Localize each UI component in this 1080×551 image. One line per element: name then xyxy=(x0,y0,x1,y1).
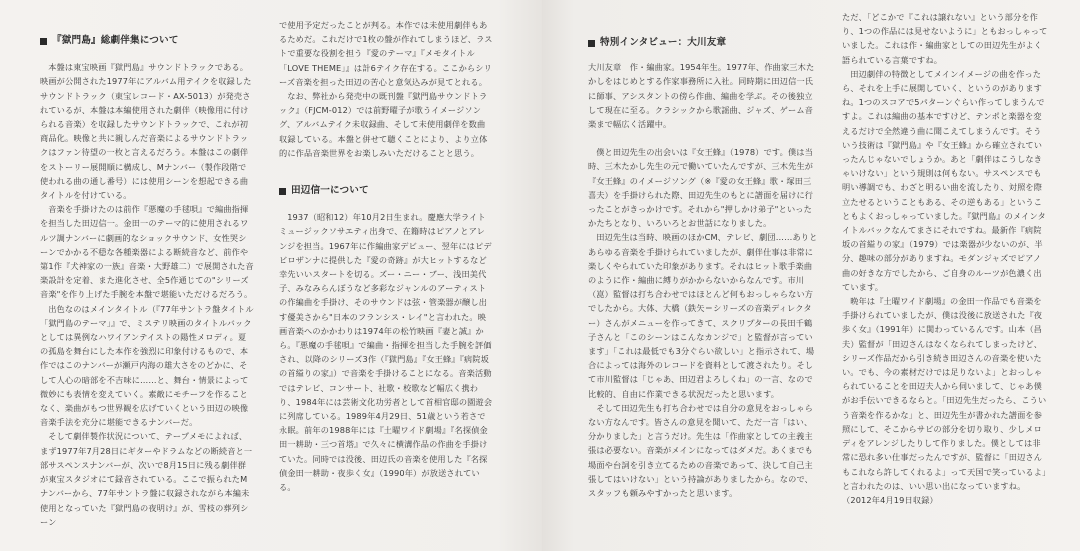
section-heading-text: 特別インタビュー：大川友章 xyxy=(600,37,727,48)
column-left-2 xyxy=(279,18,493,494)
paragraph: そして劇伴製作状況について、テープメモによれば、まず1977年7月28日にギターやドラムなどの断続音と一部サスペンスナンバーが、次いで8月15日に残る劇伴群が東宝スタジオにて録音されている。ここで振られたMナンバーから、77年サントラ盤に収録されながら本編未使用となっていた『獄門島の夜明け』が、雪枝の葬列シーン xyxy=(40,431,253,527)
square-bullet-icon xyxy=(588,40,595,47)
section-heading-text: 『獄門島』総劇伴集について xyxy=(52,35,179,46)
section-heading-text: 田辺信一について xyxy=(291,185,369,197)
paragraph: で使用予定だったことが判る。本作では未使用劇伴もあるためだ。これだけで1枚の盤が作れてしまうほど、ラストで重要な役割を担う『愛のテーマ』『メモタイトル「LOVE THEME」』は計6テイク存在する。ここからシリーズ音楽を担った田辺の苦心と意気込みが見てとれる。 xyxy=(279,20,493,87)
paragraph: ただ、「どこかで『これは譲れない』という部分を作り、1つの作品には見せないように」ともおっしゃっていました。これは作・編曲家としての田辺先生がよく語られている言葉ですね。 xyxy=(842,12,1048,65)
square-bullet-icon xyxy=(40,38,47,45)
paragraph: 僕と田辺先生の出会いは『女王蜂』（1978）です。僕は当時、三木たかし先生の元で働いていたんですが、三木先生が『女王蜂』のイメージソング（※『愛の女王蜂』歌・塚田三喜夫）を手掛けられた際、田辺先生のもとに譜面を届けに行ったことがきっかけです。それから"押しかけ弟子"といったかたちとなり、いろいろとお世話になりました。 xyxy=(588,147,814,229)
paragraph: 田辺劇伴の特徴としてメインイメージの曲を作ったら、それを上手に展開していく、というのがありますね。1つのスコアで5パターンぐらい作ってしまうんですよ。これは編曲の基本ですけど、テンポと楽器を変えるだけで全然違う曲に聞こえてしまうんです。そういう技術は『獄門島』や『女王蜂』から確立されていったんじゃないでしょうか。あと「劇伴はこうしなきゃいけない」という規則は何もない。サスペンスでも明い導調でも、わざと明るい曲を流したり、対照を際立たせるということもある、その逆もある」ということもよくおっしゃっていました。『獄門島』のメインタイトルバックなんてまさにそれですね。最新作『病院坂の首縊りの家』（1979）では楽器が少ないのが、半分、趣味の部分がありますね。モダンジャズでピアノ曲の好きな方でしたから、ご自身のルーツが色濃く出ています。 xyxy=(842,68,1046,292)
recording-date: （2012年4月19日収録） xyxy=(842,494,938,505)
paragraph: そして田辺先生も打ち合わせでは自分の意見をおっしゃらない方なんです。皆さんの意見を聞いて、ただ一言「はい、分かりました」と言うだけ。先生は「作曲家としての主義主張は必要ない。音楽がメインになってはダメだ。あくまでも場面や台詞を引き立てるための音楽であって、決して自己主張してはいけない」という持論がありましたから。なので、スタッフも頼みやすかったと思います。 xyxy=(588,402,813,499)
section-heading-composer xyxy=(279,184,493,198)
paragraph: 田辺先生は当時、映画のほかCM、テレビ、劇団……ありとあらゆる音楽を手掛けられていましたが、劇伴仕事は非常に楽しくやられていた印象があります。それはヒット歌手楽曲のように作・編曲に縛りがかからないからなんです。市川（崑）監督は打ち合わせではほとんど何もおっしゃらない方でしたから。大体、大橋（鉄矢＝シリーズの音楽ディレクター）さんがメニューを作ってきて、スクリプターの長田千鶴子さんと「このシーンはこんなカンジで」と監督が言っています」「これは最低でも3分ぐらい欲しい」と指示されて、場合によっては海外のレコードを資料として渡されたり。そして市川監督は「じゃあ、田辺君よろしくね」の一言、なので比較的、自由に作業できる状況だったと思います。 xyxy=(588,232,818,399)
section-heading-interview xyxy=(588,36,818,50)
paragraph: 音楽を手掛けたのは前作『悪魔の手毬唄』で編曲指揮を担当した田辺信一。金田一のテーマ的に使用されるワルツ調ナンバーに劇画的なショックサウンド、女性哭シーンでかかる不穏な各種楽器による断続音など、前作や第1作『犬神家の一族』音楽・大野雄二）で展開された音楽設計を定着、また進化させ、全5作通じての"シリーズ音楽"を作り上げた手腕を本盤で堪能いただけるだろう。 xyxy=(40,204,254,300)
paragraph: 1937（昭和12）年10月2日生まれ。慶應大学ライトミュージックソサエティ出身で、在籍時はピアノとアレンジを担当。1967年に作編曲家デビュー、翌年にはピデビロザンナに提供した『愛の奇跡』が大ヒットするなど幸先いいスタートを切る。ズー・ニー・ブー、浅田美代子、みなみらんぼうなど多彩なジャンルのアーティストの作編曲を手掛け、そのサウンドは弦・管楽器が醸し出す優美さから"日本のフランシス・レイ"と言われた。映画音楽へのかかわりは1974年の松竹映画『妻と誠』から。『悪魔の手毬唄』で編曲・指揮を担当した手腕を評価され、以降のシリーズ3作（『獄門島』『女王蜂』『病院坂の首縊りの家』）で音楽を手掛けることになる。音楽活動ではテレビ、コンサート、社歌・校歌など幅広く携わり、1984年には芸術文化功労者として首相官邸の園遊会に列席している。1989年4月29日、51歳という若さで永眠。前年の1988年には『土曜ワイド劇場』『名探偵金田一耕助・三つ首塔』で久々に横溝作品の作曲を手掛けていた。同時では没後、田辺氏の音楽を使用した『名探偵金田一耕助・夜歩く女』（1990年）が放送されている。 xyxy=(279,212,493,493)
right-page xyxy=(542,0,1080,551)
paragraph: なお、弊社から発売中の既刊盤『獄門島サウンドトラック』（FJCM-012）では前野曜子が歌うイメージソング、アルバムテイク未収録曲、そして未使用劇伴を数曲収録している。本盤と併せて聴くことにより、より立体的に作品音楽世界をお楽しみいただけることと思う。 xyxy=(279,91,488,158)
column-right-2 xyxy=(842,10,1048,507)
paragraph: 晩年は『土曜ワイド劇場』の金田一作品でも音楽を手掛けられていましたが、僕は没後に放送された『夜歩く女』（1991年）に関わっているんです。山本（昌夫）監督が「田辺さんはなくなられてしまったけど、シリーズ作品だから引き続き田辺さんの音楽を使いたい。でも、今の素材だけでは足りないよ」とおっしゃられていることを田辺夫人から伺いまして、じゃあ僕がお手伝いできるならと。「田辺先生だったら、こういう音楽を作るかな」と、田辺先生が書かれた譜面を参照にして、そこからサビの部分を切り取り、少しメロディをアレンジしたりして作りました。僕としては非常に恐れ多い仕事だったんですが、監督に「田辺さんもこれなら許してくれるよ」って天国で笑っているよ」と言われたのは、いい思い出になっていますね。 xyxy=(842,296,1047,491)
column-right-1 xyxy=(588,36,818,500)
profile-paragraph: 大川友章 作・編曲家。1954年生。1977年、作曲家三木たかしをはじめとする作家事務所に入社。同時期に田辺信一氏に師事、アシスタントの傍ら作曲、編曲を学ぶ。その後独立して現在に至る。クラシックから歌謡曲、ジャズ、ゲーム音楽まで幅広く活躍中。 xyxy=(588,62,815,130)
section-heading-soundtrack xyxy=(40,34,254,48)
paragraph: 本盤は東宝映画『獄門島』サウンドトラックである。映画が公開された1977年にアルバム用テイクを収録したサウンドトラック（東宝レコード・AX-5013）が発売されているが、本盤は本編使用された劇伴（映像用に付けられる音楽）を収録したサウンドトラックで、これが初商品化。映像と共に親しんだ音楽によるサウンドトラックはファン待望の一枚と言えるだろう。本盤はこの劇伴をストーリー展開順に構成し、Mナンバー（製作段階で使われる曲の通し番号）には使用シーンを想起できる曲タイトルを付けている。 xyxy=(40,62,252,201)
column-left-1 xyxy=(40,34,254,529)
paragraph: 出色なのはメインタイトル（『77年サントラ盤タイトル「獄門島のテーマ」』で、ミステリ映画のタイトルバックとしては異例なハワイアンテイストの陽性メロディ。夏の孤島を舞台にした本作を強烈に印象付けるもので、本作ではこのナンバーが瀬戸内海の雄大さをのどかに、そして人心の暗部を不吉味に……と、舞台・情景によって微妙にも表情を変えていく。素敵にモチーフを作ることなく、楽曲がもつ世界観を広げていくという田辺の映像音楽手法を充分に堪能できるナンバーだ。 xyxy=(40,303,254,428)
square-bullet-icon xyxy=(279,188,286,195)
